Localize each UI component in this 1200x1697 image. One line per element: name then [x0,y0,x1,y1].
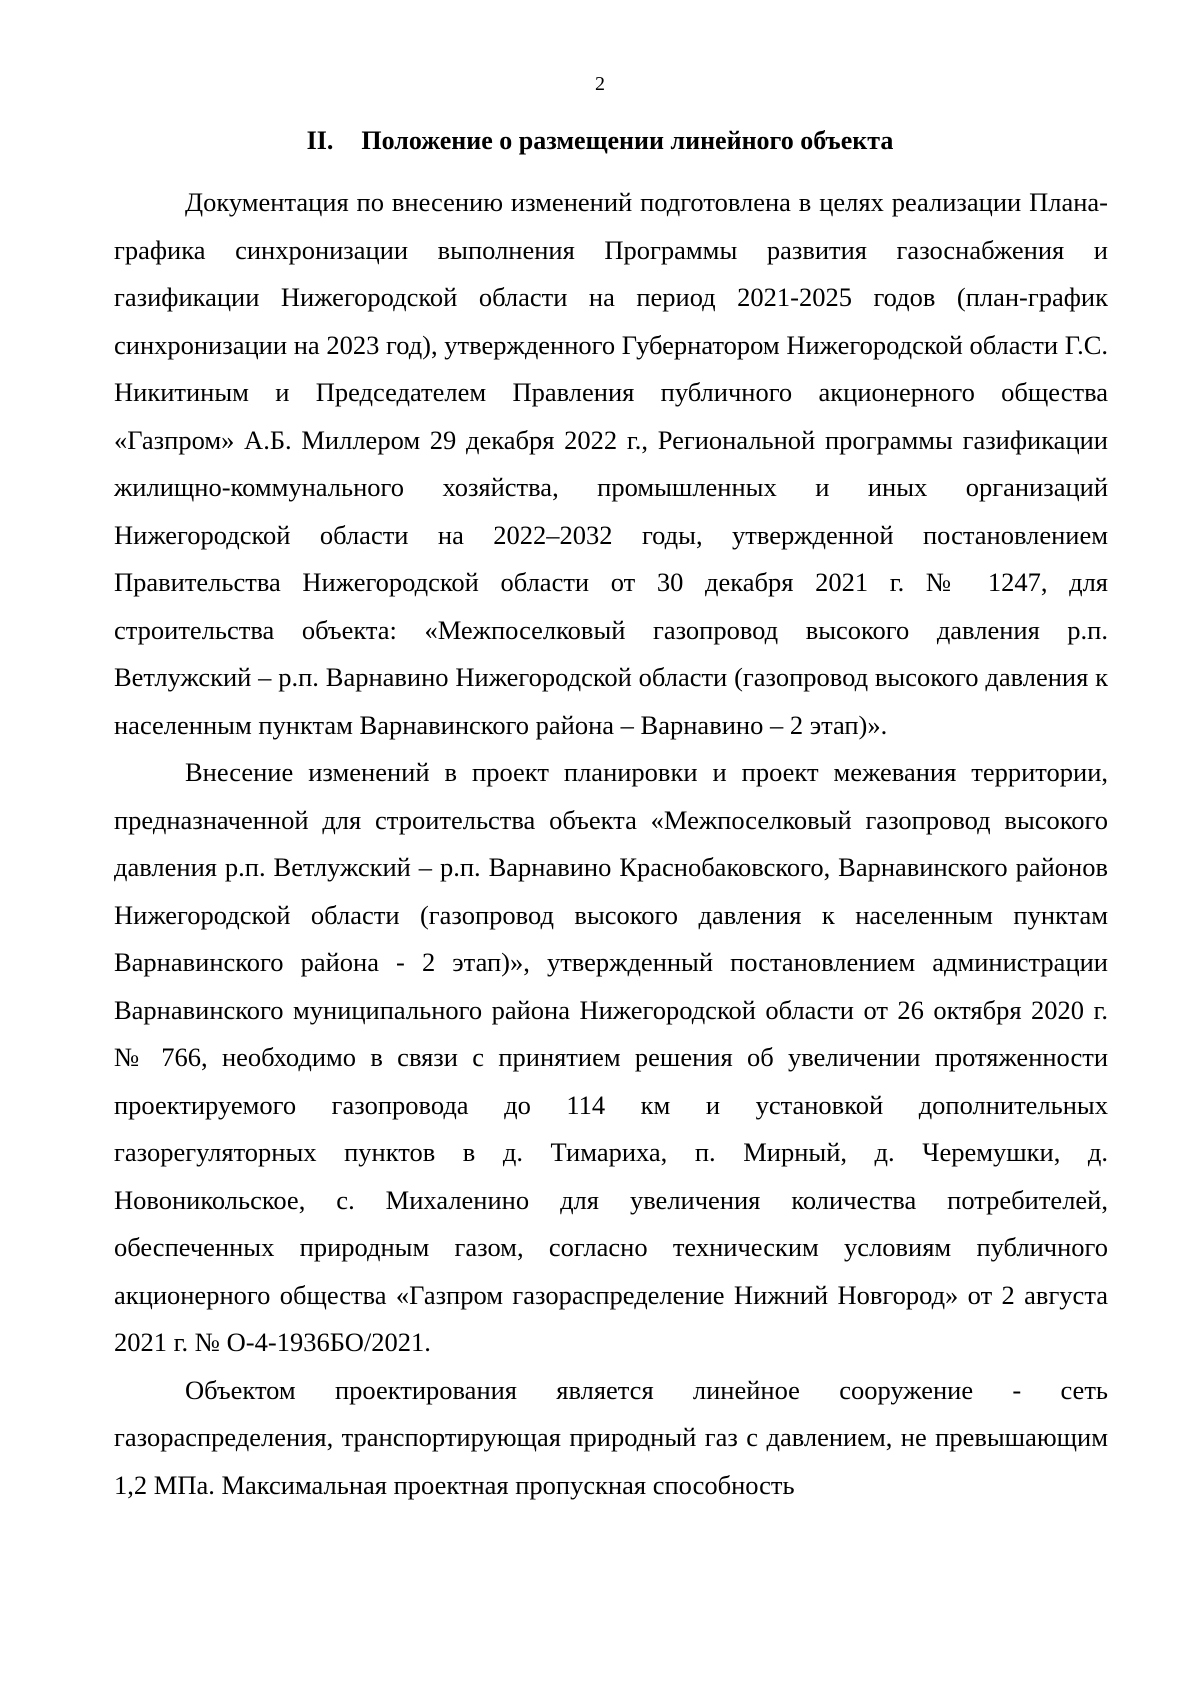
paragraph-amendments-reason: Внесение изменений в проект планировки и проект межевания территории, предназначенной для строительства объекта «Межпоселковый газопровод высокого давления р.п. Ветлужский – р.п. Варнавино Краснобаковского, Варнавинского районов Нижегородской области (газопровод высокого давления к населенным пунктам Варнавинского района - 2 этап)», утвержденный постановлением администрации Варнавинского муниципального района Нижегородской области от 26 октября 2020 г. № 766, необходимо в связи с принятием решения об увеличении протяженности проектируемого газопровода до 114 км и установкой дополнительных газорегуляторных пунктов в д. Тимариха, п. Мирный, д. Черемушки, д. Новоникольское, с. Михаленино для увеличения количества потребителей, обеспеченных природным газом, согласно техническим условиям публичного акционерного общества «Газпром газораспределение Нижний Новгород» от 2 августа 2021 г. № О-4-1936БО/2021. [114,757,1108,1357]
section-title: Положение о размещении линейного объекта [361,126,894,155]
document-body [114,179,1108,1509]
page-number: 2 [595,73,605,95]
paragraph-documentation-basis: Документация по внесению изменений подготовлена в целях реализации Плана-графика синхронизации выполнения Программы развития газоснабжения и газификации Нижегородской области на период 2021-2025 годов (план-график синхронизации на 2023 год), утвержденного Губернатором Нижегородской области Г.С. Никитиным и Председателем Правления публичного акционерного общества «Газпром» А.Б. Миллером 29 декабря 2022 г., Региональной программы газификации жилищно-коммунального хозяйства, промышленных и иных организаций Нижегородской области на 2022–2032 годы, утвержденной постановлением Правительства Нижегородской области от 30 декабря 2021 г. № 1247, для строительства объекта: «Межпоселковый газопровод высокого давления р.п. Ветлужский – р.п. Варнавино Нижегородской области (газопровод высокого давления к населенным пунктам Варнавинского района – Варнавино – 2 этап)». [114,187,1108,740]
paragraph-design-object: Объектом проектирования является линейное сооружение - сеть газораспределения, транспортирующая природный газ с давлением, не превышающим 1,2 МПа. Максимальная проектная пропускная способность [114,1374,1108,1500]
section-number: II. [306,126,334,155]
section-heading [0,124,1200,158]
